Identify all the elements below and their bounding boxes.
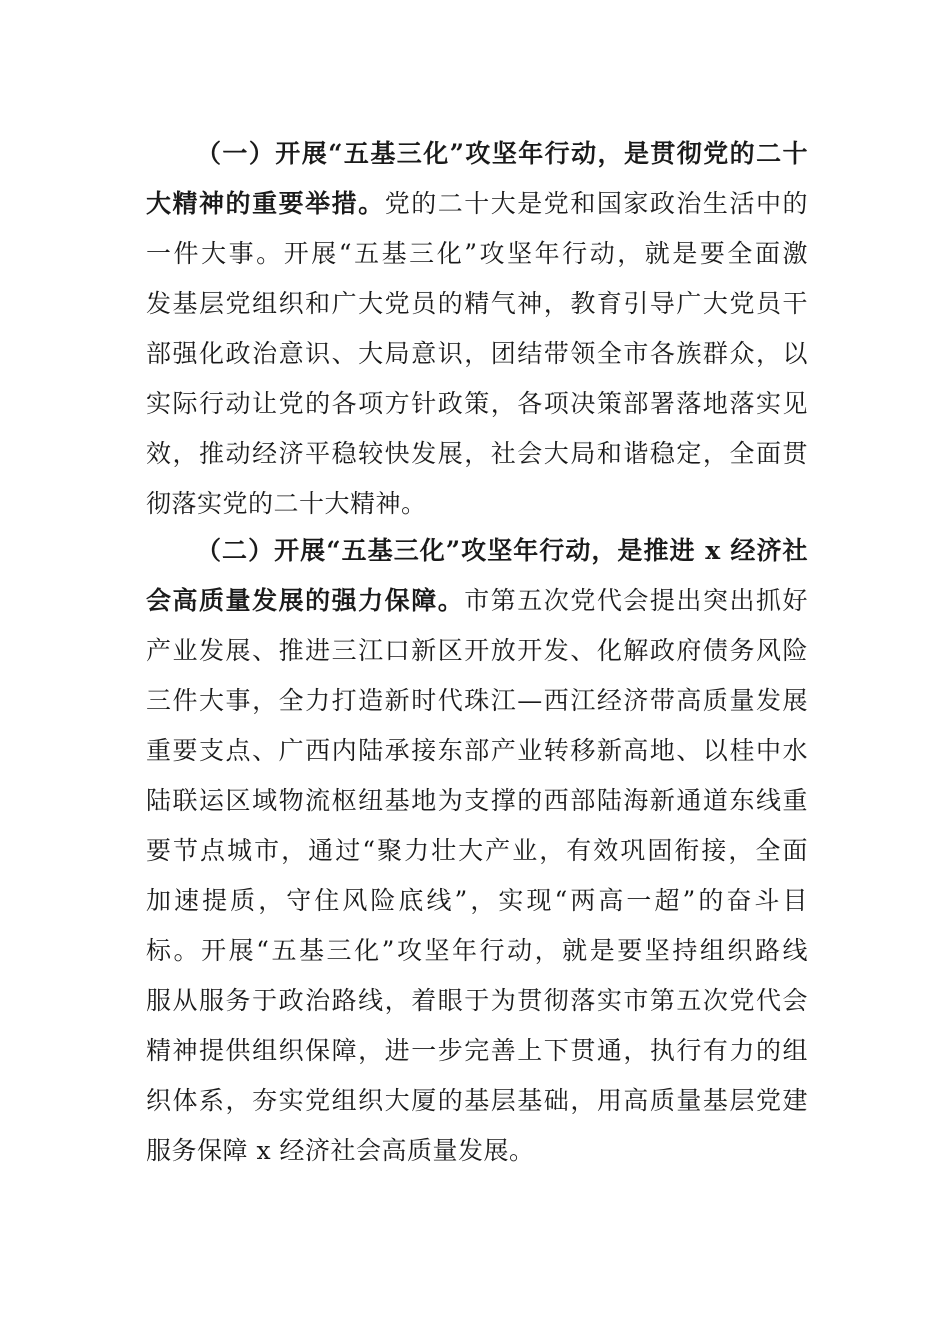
paragraph-line <box>146 479 808 529</box>
paragraph-line <box>146 279 808 329</box>
paragraph-section-1 <box>146 129 808 529</box>
paragraph-line <box>146 329 808 379</box>
body-text: 服从服务于政治路线，着眼于为贯彻落实市第五次党代会 <box>146 986 808 1015</box>
paragraph-line <box>146 429 808 479</box>
heading-text: 大精神的重要举措。 <box>146 189 385 218</box>
paragraph-line <box>146 976 808 1026</box>
body-text: 实际行动让党的各项方针政策，各项决策部署落地落实见 <box>146 389 808 418</box>
paragraph-line <box>146 1126 808 1176</box>
paragraph-line <box>146 626 808 676</box>
body-text: 党的二十大是党和国家政治生活中的 <box>384 189 808 218</box>
paragraph-line <box>146 179 808 229</box>
paragraph-line <box>146 129 808 179</box>
body-text: 加速提质，守住风险底线”，实现“两高一超”的奋斗目 <box>146 886 808 915</box>
body-text: 标。开展“五基三化”攻坚年行动，就是要坚持组织路线 <box>146 936 808 965</box>
paragraph-line <box>146 229 808 279</box>
paragraph-line <box>146 576 808 626</box>
paragraph-line <box>146 876 808 926</box>
paragraph-line <box>146 726 808 776</box>
paragraph-line <box>146 926 808 976</box>
body-text: 服务保障 x 经济社会高质量发展。 <box>146 1136 535 1165</box>
body-text: 产业发展、推进三江口新区开放开发、化解政府债务风险 <box>146 636 808 665</box>
heading-text: （二）开展“五基三化”攻坚年行动，是推进 x 经济社 <box>196 536 808 565</box>
body-text: 部强化政治意识、大局意识，团结带领全市各族群众，以 <box>146 339 808 368</box>
paragraph-line <box>146 776 808 826</box>
heading-text: （一）开展“五基三化”攻坚年行动，是贯彻党的二十 <box>196 139 808 168</box>
body-text: 要节点城市，通过“聚力壮大产业，有效巩固衔接，全面 <box>146 836 808 865</box>
body-text: 一件大事。开展“五基三化”攻坚年行动，就是要全面激 <box>146 239 808 268</box>
body-text: 发基层党组织和广大党员的精气神，教育引导广大党员干 <box>146 289 808 318</box>
body-text: 重要支点、广西内陆承接东部产业转移新高地、以桂中水 <box>146 736 808 765</box>
paragraph-line <box>146 826 808 876</box>
body-text: 效，推动经济平稳较快发展，社会大局和谐稳定，全面贯 <box>146 439 808 468</box>
body-text: 市第五次党代会提出突出抓好 <box>464 586 808 615</box>
paragraph-line <box>146 526 808 576</box>
paragraph-section-2 <box>146 526 808 1176</box>
paragraph-line <box>146 1076 808 1126</box>
body-text: 彻落实党的二十大精神。 <box>146 489 427 518</box>
heading-text: 会高质量发展的强力保障。 <box>146 586 465 615</box>
paragraph-line <box>146 676 808 726</box>
paragraph-line <box>146 1026 808 1076</box>
body-text: 陆联运区域物流枢纽基地为支撑的西部陆海新通道东线重 <box>146 786 808 815</box>
body-text: 织体系，夯实党组织大厦的基层基础，用高质量基层党建 <box>146 1086 808 1115</box>
body-text: 三件大事，全力打造新时代珠江—西江经济带高质量发展 <box>146 686 808 715</box>
body-text: 精神提供组织保障，进一步完善上下贯通，执行有力的组 <box>146 1036 808 1065</box>
paragraph-line <box>146 379 808 429</box>
